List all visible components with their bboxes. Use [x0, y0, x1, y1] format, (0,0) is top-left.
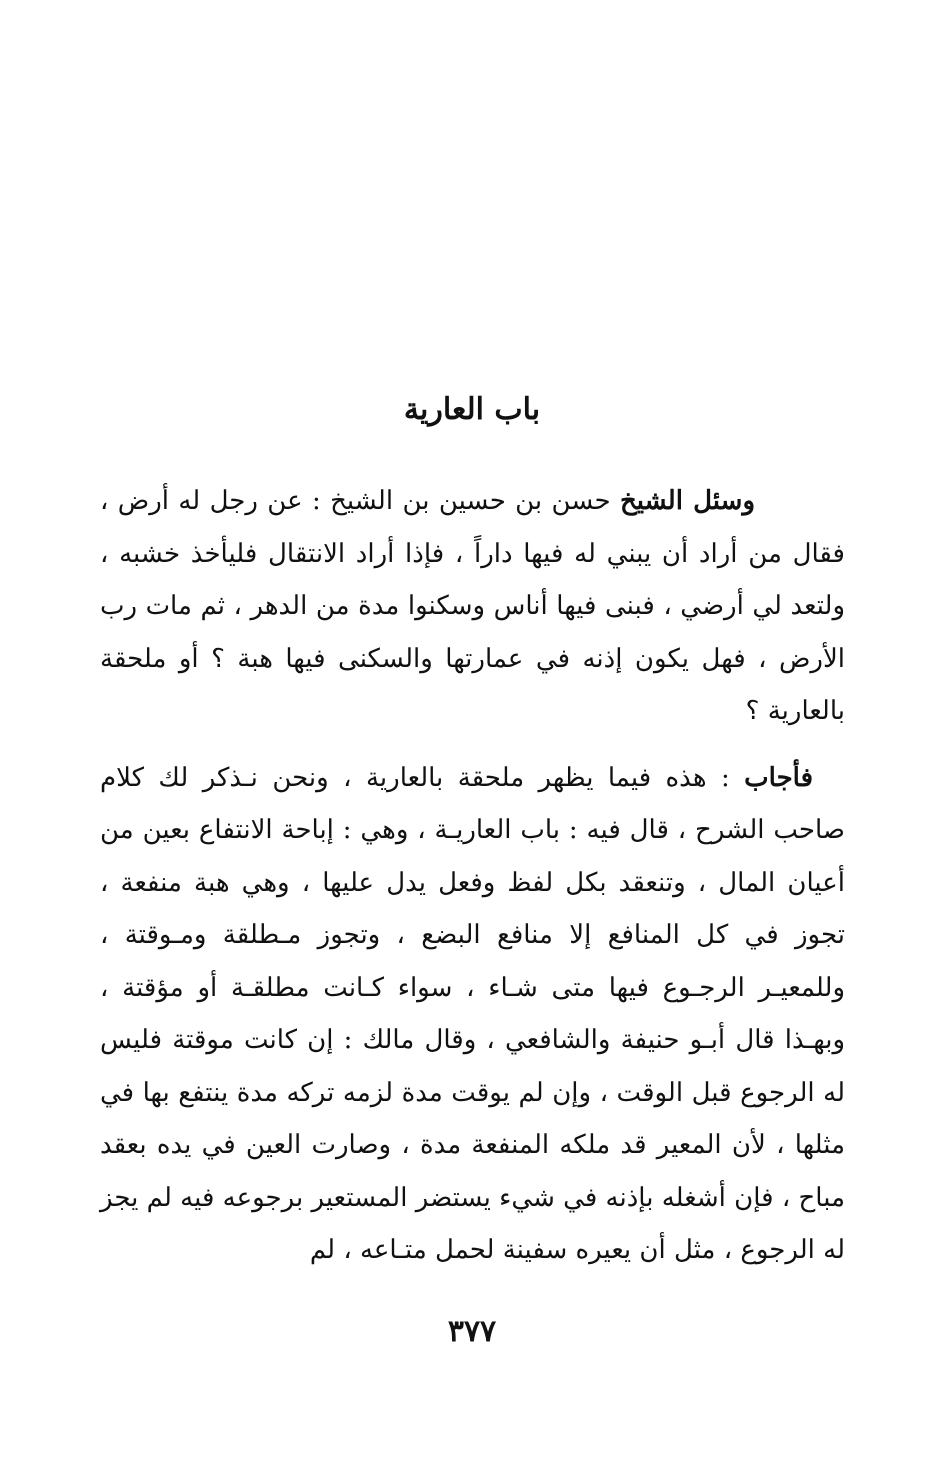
page-number: ٣٧٧	[447, 1314, 497, 1349]
paragraph-text: : هذه فيما يظهر ملحقة بالعارية ، ونحن نـذكر لك كلام صاحب الشرح ، قال فيه : باب العاريـة ، وهي : إباحة الانتفاع بعين من أعيان المال ، وتنعقد بكل لفظ وفعل يدل عليها ، وهي هبة منفعة ، تجوز في كل المنافع إلا منافع البضع ، وتجوز مـطلقة ومـوقتة ، وللمعيـر الرجـوع فيها متى شـاء ، سواء كـانت مطلقـة أو مؤقتة ، وبهـذا قال أبـو حنيفة والشافعي ، وقال مالك : إن كانت موقتة فليس له الرجوع قبل الوقت ، وإن لم يوقت مدة لزمه تركه مدة ينتفع بها في مثلها ، لأن المعير قد ملكه المنفعة مدة ، وصارت العين في يده بعقد مباح ، فإن أشغله بإذنه في شيء يستضر المستعير برجوعه فيه لم يجز له الرجوع ، مثل أن يعيره سفينة لحمل متـاعه ، لم	[100, 762, 846, 1265]
paragraph-answer	[100, 752, 845, 1277]
paragraph-lead: وسئل الشيخ	[619, 486, 755, 516]
body-text	[100, 475, 845, 1277]
paragraph-text: حسن بن حسين بن الشيخ : عن رجل له أرض ، فقال من أراد أن يبني له فيها داراً ، فإذا أراد الانتقال فليأخذ خشبه ، ولتعد لي أرضي ، فبنى فيها أناس وسكنوا مدة من الدهر ، ثم مات رب الأرض ، فهل يكون إذنه في عمارتها والسكنى فيها هبة ؟ أو ملحقة بالعارية ؟	[100, 486, 845, 726]
paragraph-lead: فأجاب	[744, 762, 813, 793]
chapter-title: باب العارية	[403, 392, 541, 427]
paragraph-question	[100, 475, 845, 738]
